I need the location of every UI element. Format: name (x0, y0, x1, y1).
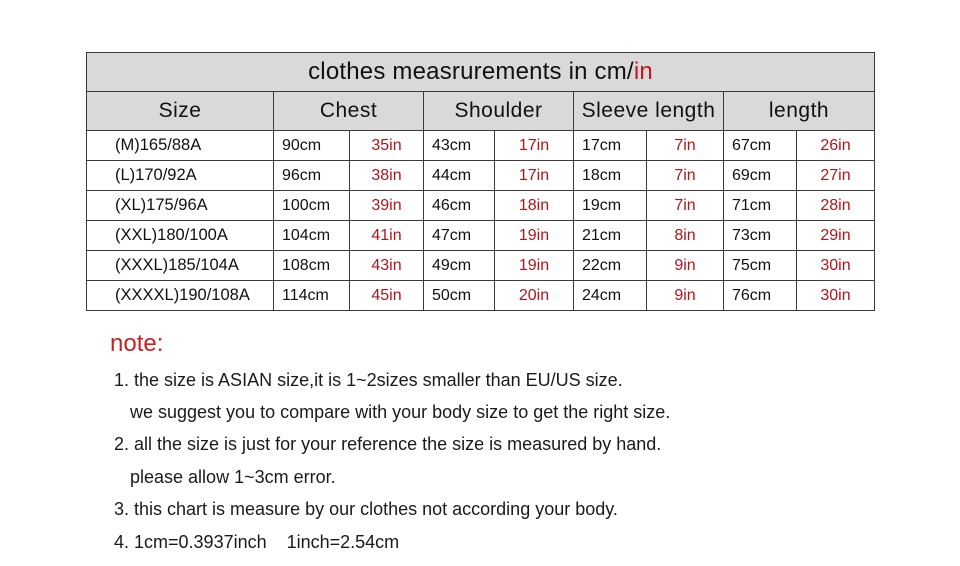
size-label: (XXXXL)190/108A (87, 281, 274, 311)
shoulder-cm: 47cm (424, 221, 495, 251)
size-label: (L)170/92A (87, 161, 274, 191)
size-label: (XL)175/96A (87, 191, 274, 221)
shoulder-cm: 43cm (424, 131, 495, 161)
note-line-2-continued: please allow 1~3cm error. (130, 467, 336, 487)
sleeve-cm: 22cm (574, 251, 647, 281)
header-sleeve-length: Sleeve length (574, 92, 724, 131)
shoulder-in: 17in (495, 131, 574, 161)
table-header-row (87, 92, 875, 131)
sleeve-in: 9in (647, 251, 724, 281)
header-length: length (724, 92, 875, 131)
note-line-2: 2. all the size is just for your reference the size is measured by hand. (114, 434, 662, 454)
chest-cm: 108cm (274, 251, 350, 281)
length-cm: 67cm (724, 131, 797, 161)
note-line-1-continued: we suggest you to compare with your body size to get the right size. (130, 402, 671, 422)
chest-in: 38in (350, 161, 424, 191)
table-title-unit: in (633, 58, 653, 85)
length-in: 28in (797, 191, 875, 221)
sleeve-in: 7in (647, 131, 724, 161)
chest-in: 35in (350, 131, 424, 161)
table-title-text: clothes measrurements in cm/ (308, 58, 634, 85)
chest-in: 43in (350, 251, 424, 281)
length-cm: 71cm (724, 191, 797, 221)
sleeve-in: 7in (647, 161, 724, 191)
length-in: 29in (797, 221, 875, 251)
sleeve-cm: 19cm (574, 191, 647, 221)
table-row (87, 281, 875, 311)
shoulder-cm: 50cm (424, 281, 495, 311)
table-title (87, 53, 875, 92)
size-label: (M)165/88A (87, 131, 274, 161)
length-in: 30in (797, 281, 875, 311)
chest-cm: 104cm (274, 221, 350, 251)
header-shoulder: Shoulder (424, 92, 574, 131)
sleeve-cm: 17cm (574, 131, 647, 161)
shoulder-in: 17in (495, 161, 574, 191)
table-title-row (87, 53, 875, 92)
chest-cm: 90cm (274, 131, 350, 161)
length-cm: 69cm (724, 161, 797, 191)
size-label: (XXL)180/100A (87, 221, 274, 251)
shoulder-in: 19in (495, 221, 574, 251)
note-line-4: 4. 1cm=0.3937inch 1inch=2.54cm (114, 532, 400, 552)
shoulder-in: 19in (495, 251, 574, 281)
note-line-1: 1. the size is ASIAN size,it is 1~2sizes smaller than EU/US size. (114, 370, 623, 390)
chest-in: 39in (350, 191, 424, 221)
table-row (87, 131, 875, 161)
shoulder-cm: 49cm (424, 251, 495, 281)
size-chart-table (86, 52, 875, 311)
chest-in: 41in (350, 221, 424, 251)
length-cm: 73cm (724, 221, 797, 251)
note-line-3: 3. this chart is measure by our clothes not according your body. (114, 499, 618, 519)
table-row (87, 221, 875, 251)
shoulder-in: 18in (495, 191, 574, 221)
length-cm: 76cm (724, 281, 797, 311)
length-cm: 75cm (724, 251, 797, 281)
table-row (87, 161, 875, 191)
length-in: 26in (797, 131, 875, 161)
chest-cm: 114cm (274, 281, 350, 311)
sleeve-cm: 18cm (574, 161, 647, 191)
chest-in: 45in (350, 281, 424, 311)
sleeve-in: 7in (647, 191, 724, 221)
length-in: 30in (797, 251, 875, 281)
length-in: 27in (797, 161, 875, 191)
shoulder-in: 20in (495, 281, 574, 311)
note-title: note: (110, 330, 164, 357)
sleeve-in: 8in (647, 221, 724, 251)
chest-cm: 96cm (274, 161, 350, 191)
sleeve-cm: 24cm (574, 281, 647, 311)
table-row (87, 251, 875, 281)
header-size: Size (87, 92, 274, 131)
chest-cm: 100cm (274, 191, 350, 221)
shoulder-cm: 46cm (424, 191, 495, 221)
table-row (87, 191, 875, 221)
sleeve-in: 9in (647, 281, 724, 311)
shoulder-cm: 44cm (424, 161, 495, 191)
header-chest: Chest (274, 92, 424, 131)
sleeve-cm: 21cm (574, 221, 647, 251)
size-label: (XXXL)185/104A (87, 251, 274, 281)
